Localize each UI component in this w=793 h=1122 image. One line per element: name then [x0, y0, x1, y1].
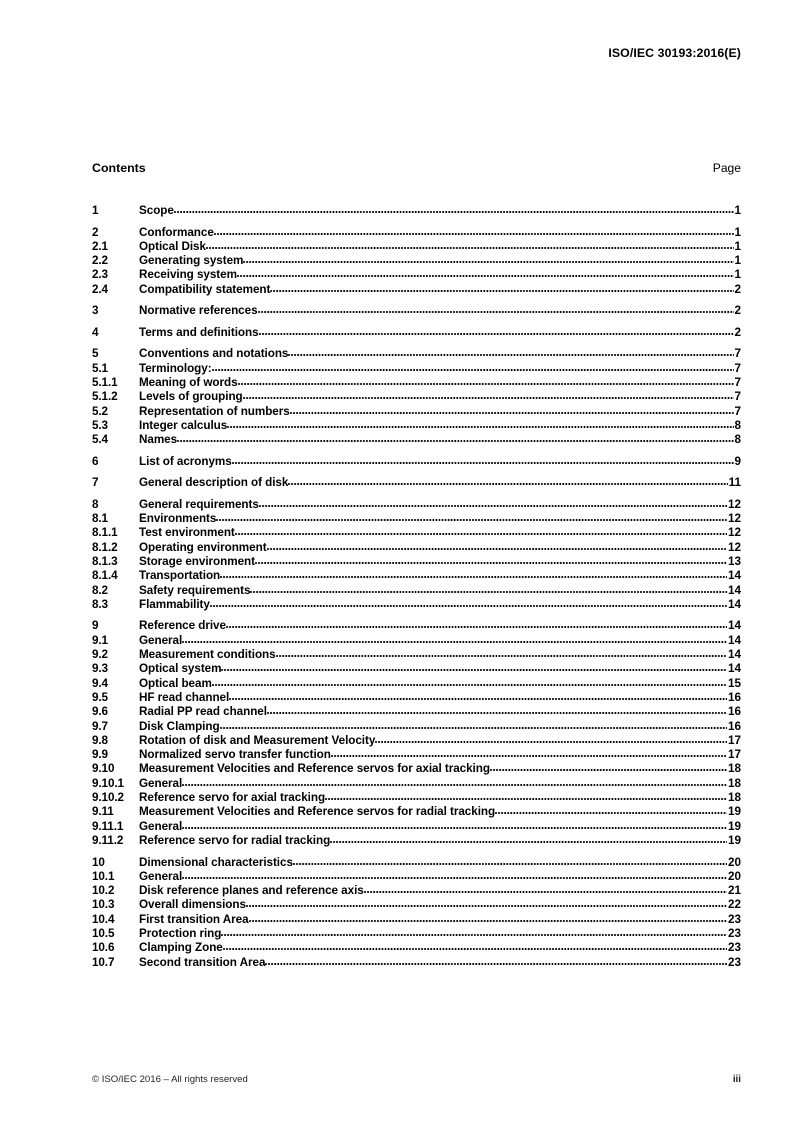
toc-dot-leader: [325, 790, 727, 801]
toc-dot-leader: [276, 647, 728, 658]
toc-entry-number: 2.1: [92, 239, 108, 253]
toc-entry[interactable]: [92, 647, 741, 661]
toc-entry-page-number: 12: [727, 526, 741, 540]
toc-entry-number: 5: [92, 347, 99, 361]
toc-entry-number: 5.1: [92, 361, 108, 375]
page-folio: iii: [732, 1074, 741, 1085]
toc-entry[interactable]: [92, 454, 741, 468]
toc-entry[interactable]: [92, 618, 741, 632]
toc-entry[interactable]: [92, 389, 741, 403]
toc-entry-number: 9.2: [92, 647, 108, 661]
toc-entry-page-number: 23: [727, 912, 741, 926]
toc-entry-number: 10.4: [92, 912, 115, 926]
toc-entry-number: 9.11: [92, 805, 114, 819]
toc-entry-title: Optical system: [139, 662, 222, 676]
toc-entry-page-number: 14: [727, 569, 741, 583]
toc-entry-number: 9.7: [92, 719, 108, 733]
toc-dot-leader: [267, 704, 728, 715]
toc-entry[interactable]: [92, 568, 741, 582]
toc-entry-number: 8.1: [92, 511, 108, 525]
toc-entry[interactable]: [92, 267, 741, 281]
toc-entry-title: First transition Area: [139, 912, 249, 926]
toc-entry-page-number: 2: [734, 325, 741, 339]
toc-entry-page-number: 1: [734, 225, 741, 239]
toc-entry-page-number: 14: [727, 619, 741, 633]
toc-dot-leader: [174, 203, 734, 214]
toc-entry-title: Receiving system: [139, 268, 237, 282]
toc-dot-leader: [212, 361, 734, 372]
toc-entry[interactable]: [92, 282, 741, 296]
toc-entry-page-number: 12: [727, 540, 741, 554]
toc-entry-number: 9.4: [92, 676, 108, 690]
toc-dot-leader: [177, 432, 734, 443]
toc-entry-page-number: 13: [727, 554, 741, 568]
toc-entry-number: 9.11.2: [92, 834, 124, 847]
toc-entry-title: Compatibility statement: [139, 282, 271, 296]
toc-dot-leader: [331, 747, 728, 758]
toc-entry[interactable]: [92, 704, 741, 718]
toc-entry-title: Protection ring: [139, 927, 222, 941]
toc-entry-title: Reference servo for radial tracking: [139, 834, 331, 847]
toc-entry-title: General: [139, 633, 183, 647]
toc-dot-leader: [375, 733, 727, 744]
toc-entry-title: Rotation of disk and Measurement Velocity: [139, 733, 376, 747]
toc-dot-leader: [232, 454, 734, 465]
toc-dot-leader: [258, 303, 734, 314]
toc-entry-number: 3: [92, 304, 99, 318]
contents-heading: Contents: [92, 161, 146, 175]
toc-entry[interactable]: [92, 912, 741, 926]
toc-entry-title: Levels of grouping: [139, 390, 243, 404]
toc-entry[interactable]: [92, 761, 741, 775]
toc-entry-title: Test environment: [139, 526, 235, 540]
toc-entry[interactable]: [92, 833, 741, 847]
toc-entry[interactable]: [92, 819, 741, 833]
toc-entry-number: 9.3: [92, 662, 108, 676]
toc-entry-page-number: 21: [727, 884, 741, 898]
toc-entry-page-number: 7: [734, 390, 741, 404]
toc-entry-title: Conformance: [139, 225, 214, 239]
toc-entry[interactable]: [92, 225, 741, 239]
toc-entry-number: 2.3: [92, 268, 108, 282]
toc-entry-number: 8.1.3: [92, 554, 118, 568]
toc-dot-leader: [250, 583, 727, 594]
toc-dot-leader: [330, 833, 727, 844]
toc-dot-leader: [221, 926, 727, 937]
toc-entry[interactable]: [92, 883, 741, 897]
toc-entry-title: List of acronyms: [139, 454, 232, 468]
toc-dot-leader: [214, 225, 734, 236]
toc-dot-leader: [220, 568, 727, 579]
toc-entry-page-number: 7: [734, 361, 741, 375]
toc-entry-page-number: 9: [734, 454, 741, 468]
toc-entry[interactable]: [92, 733, 741, 747]
toc-entry[interactable]: [92, 253, 741, 267]
toc-dot-leader: [293, 855, 728, 866]
toc-entry-title: Disk Clamping: [139, 719, 220, 733]
toc-entry-title: Dimensional characteristics: [139, 855, 293, 869]
document-header-standard-ref: ISO/IEC 30193:2016(E): [608, 46, 741, 60]
toc-entry-title: General: [139, 869, 183, 883]
toc-entry-page-number: 7: [734, 404, 741, 418]
toc-entry-page-number: 23: [727, 955, 741, 969]
toc-entry[interactable]: [92, 432, 741, 446]
toc-entry-title: Transportation: [139, 569, 221, 583]
toc-entry-page-number: 7: [734, 375, 741, 389]
toc-entry-number: 10.5: [92, 927, 115, 941]
toc-entry[interactable]: [92, 497, 741, 511]
toc-dot-leader: [216, 511, 727, 522]
toc-entry[interactable]: [92, 926, 741, 940]
toc-entry-title: Overall dimensions: [139, 898, 246, 912]
toc-dot-leader: [288, 346, 734, 357]
toc-entry[interactable]: [92, 525, 741, 539]
toc-entry[interactable]: [92, 869, 741, 883]
table-of-contents: [92, 203, 741, 969]
toc-entry-number: 8: [92, 497, 99, 511]
toc-entry[interactable]: [92, 676, 741, 690]
toc-entry-page-number: 11: [728, 476, 741, 490]
toc-dot-leader: [495, 804, 727, 815]
toc-entry-number: 8.3: [92, 597, 108, 611]
toc-entry-page-number: 23: [727, 927, 741, 941]
toc-entry-number: 9.9: [92, 748, 108, 762]
toc-entry-title: Safety requirements: [139, 583, 251, 597]
toc-entry[interactable]: [92, 404, 741, 418]
toc-entry-title: Clamping Zone: [139, 941, 223, 955]
toc-dot-leader: [212, 676, 728, 687]
toc-dot-leader: [364, 883, 728, 894]
toc-entry-number: 9.5: [92, 690, 108, 704]
toc-entry-page-number: 14: [727, 597, 741, 611]
toc-entry-title: Flammability: [139, 597, 210, 611]
toc-entry-page-number: 12: [727, 497, 741, 511]
toc-entry-title: Reference drive: [139, 619, 226, 633]
toc-entry-title: Measurement conditions: [139, 647, 276, 661]
toc-entry[interactable]: [92, 583, 741, 597]
toc-entry-page-number: 14: [727, 647, 741, 661]
toc-entry-number: 9.10: [92, 762, 115, 776]
toc-entry-title: Storage environment: [139, 554, 255, 568]
toc-entry[interactable]: [92, 540, 741, 554]
toc-dot-leader: [229, 690, 727, 701]
toc-dot-leader: [490, 761, 728, 772]
toc-dot-leader: [259, 325, 734, 336]
page-column-heading: Page: [712, 161, 741, 175]
toc-entry[interactable]: [92, 203, 741, 217]
toc-entry[interactable]: [92, 661, 741, 675]
toc-entry-number: 5.3: [92, 418, 108, 432]
toc-entry-number: 10.3: [92, 898, 115, 912]
toc-entry[interactable]: [92, 747, 741, 761]
toc-entry-title: General description of disk: [139, 476, 289, 490]
toc-dot-leader: [243, 389, 734, 400]
toc-entry[interactable]: [92, 804, 741, 818]
toc-entry[interactable]: [92, 597, 741, 611]
toc-entry-title: HF read channel: [139, 690, 230, 704]
toc-entry-page-number: 17: [727, 733, 741, 747]
document-footer: [92, 1074, 741, 1090]
toc-dot-leader: [270, 282, 734, 293]
toc-dot-leader: [210, 597, 728, 608]
toc-entry-title: Conventions and notations: [139, 347, 289, 361]
toc-entry-number: 2.4: [92, 282, 108, 296]
toc-entry-title: Normative references: [139, 304, 258, 318]
toc-entry-number: 2: [92, 225, 99, 239]
toc-entry-number: 5.2: [92, 404, 108, 418]
toc-dot-leader: [206, 239, 734, 250]
toc-entry-title: Normalized servo transfer function: [139, 748, 331, 762]
toc-entry-title: Disk reference planes and reference axis: [139, 884, 364, 898]
toc-entry-number: 9.10.1: [92, 776, 124, 790]
toc-entry-page-number: 19: [727, 819, 741, 833]
toc-entry-page-number: 8: [734, 418, 741, 432]
toc-dot-leader: [227, 418, 734, 429]
toc-entry-page-number: 16: [727, 719, 741, 733]
toc-entry-title: Generating system: [139, 254, 244, 268]
toc-entry[interactable]: [92, 511, 741, 525]
toc-entry-title: Names: [139, 433, 178, 447]
toc-entry-number: 7: [92, 476, 99, 490]
toc-entry[interactable]: [92, 346, 741, 360]
toc-entry[interactable]: [92, 855, 741, 869]
toc-entry-number: 8.1.1: [92, 526, 118, 540]
toc-entry-page-number: 16: [727, 690, 741, 704]
toc-entry[interactable]: [92, 955, 741, 969]
toc-entry-number: 10.2: [92, 884, 115, 898]
toc-entry-page-number: 18: [727, 776, 741, 790]
toc-entry-page-number: 20: [727, 855, 741, 869]
toc-entry-number: 9.8: [92, 733, 108, 747]
toc-entry[interactable]: [92, 897, 741, 911]
toc-entry-number: 10.1: [92, 869, 115, 883]
toc-entry-title: Reference servo for axial tracking: [139, 791, 326, 805]
toc-entry[interactable]: [92, 690, 741, 704]
toc-entry-title: Measurement Velocities and Reference servos for axial tracking: [139, 762, 490, 776]
toc-entry-page-number: 14: [727, 583, 741, 597]
toc-entry[interactable]: [92, 633, 741, 647]
toc-entry-number: 5.4: [92, 433, 108, 447]
toc-entry-title: Representation of numbers: [139, 404, 290, 418]
toc-entry-page-number: 23: [727, 941, 741, 955]
toc-entry[interactable]: [92, 790, 741, 804]
toc-entry-title: General requirements: [139, 497, 259, 511]
toc-entry-page-number: 19: [727, 834, 741, 847]
toc-dot-leader: [182, 776, 727, 787]
toc-entry-number: 1: [92, 204, 99, 217]
toc-dot-leader: [220, 719, 728, 730]
toc-dot-leader: [259, 497, 728, 508]
toc-entry-number: 5.1.1: [92, 375, 118, 389]
toc-entry-title: Terms and definitions: [139, 325, 259, 339]
toc-entry-title: Meaning of words: [139, 375, 238, 389]
toc-entry-title: Measurement Velocities and Reference servos for radial tracking: [139, 805, 496, 819]
toc-entry[interactable]: [92, 940, 741, 954]
toc-dot-leader: [246, 897, 728, 908]
toc-header-row: [92, 161, 741, 177]
toc-entry-page-number: 1: [734, 204, 741, 217]
toc-entry-title: Second transition Area: [139, 955, 266, 969]
toc-entry-page-number: 1: [734, 268, 741, 282]
toc-entry-title: Operating environment: [139, 540, 267, 554]
toc-dot-leader: [255, 554, 728, 565]
toc-entry-title: General: [139, 819, 183, 833]
toc-dot-leader: [223, 940, 728, 951]
toc-entry[interactable]: [92, 719, 741, 733]
toc-entry-number: 9.10.2: [92, 791, 124, 805]
toc-entry-title: Scope: [139, 204, 174, 217]
toc-entry-title: Terminology:: [139, 361, 212, 375]
toc-entry-number: 8.1.4: [92, 569, 118, 583]
toc-entry-title: General: [139, 776, 183, 790]
copyright-notice: © ISO/IEC 2016 – All rights reserved: [92, 1074, 248, 1085]
toc-dot-leader: [267, 540, 728, 551]
toc-dot-leader: [290, 404, 734, 415]
toc-entry-number: 9: [92, 619, 99, 633]
toc-entry-page-number: 8: [734, 433, 741, 447]
toc-entry[interactable]: [92, 475, 741, 489]
toc-entry-number: 10: [92, 855, 105, 869]
toc-entry-title: Environments: [139, 511, 217, 525]
toc-entry-number: 10.7: [92, 955, 115, 969]
toc-entry-title: Optical beam: [139, 676, 212, 690]
toc-entry[interactable]: [92, 554, 741, 568]
toc-entry-page-number: 22: [727, 898, 741, 912]
toc-entry-number: 10.6: [92, 941, 115, 955]
toc-dot-leader: [238, 375, 734, 386]
toc-dot-leader: [182, 869, 727, 880]
toc-entry-page-number: 16: [727, 705, 741, 719]
toc-entry-page-number: 18: [727, 762, 741, 776]
toc-dot-leader: [249, 912, 728, 923]
toc-entry-page-number: 1: [734, 254, 741, 268]
toc-entry[interactable]: [92, 418, 741, 432]
toc-entry-title: Optical Disk: [139, 239, 206, 253]
toc-entry[interactable]: [92, 361, 741, 375]
toc-entry[interactable]: [92, 303, 741, 317]
toc-entry[interactable]: [92, 325, 741, 339]
toc-dot-leader: [182, 633, 727, 644]
toc-entry-number: 4: [92, 325, 99, 339]
toc-entry-page-number: 12: [727, 511, 741, 525]
toc-dot-leader: [288, 475, 728, 486]
toc-entry-number: 6: [92, 454, 99, 468]
toc-entry-number: 8.1.2: [92, 540, 118, 554]
toc-entry-page-number: 14: [727, 662, 741, 676]
toc-entry-number: 5.1.2: [92, 390, 118, 404]
toc-entry[interactable]: [92, 776, 741, 790]
toc-dot-leader: [226, 618, 728, 629]
toc-dot-leader: [243, 253, 734, 264]
toc-entry-page-number: 20: [727, 869, 741, 883]
toc-entry-number: 9.11.1: [92, 819, 124, 833]
toc-entry-page-number: 14: [727, 633, 741, 647]
toc-dot-leader: [182, 819, 727, 830]
toc-entry-page-number: 1: [734, 239, 741, 253]
toc-dot-leader: [221, 661, 727, 672]
toc-entry-page-number: 17: [727, 748, 741, 762]
toc-dot-leader: [235, 525, 728, 536]
toc-entry-page-number: 7: [734, 347, 741, 361]
toc-entry-number: 9.1: [92, 633, 108, 647]
toc-entry-page-number: 19: [727, 805, 741, 819]
toc-entry-number: 2.2: [92, 254, 108, 268]
toc-entry[interactable]: [92, 239, 741, 253]
toc-entry-number: 9.6: [92, 705, 108, 719]
toc-entry-number: 8.2: [92, 583, 108, 597]
toc-entry-page-number: 18: [727, 791, 741, 805]
toc-dot-leader: [265, 955, 727, 966]
toc-entry-page-number: 2: [734, 282, 741, 296]
toc-dot-leader: [237, 267, 734, 278]
toc-entry[interactable]: [92, 375, 741, 389]
toc-entry-page-number: 2: [734, 304, 741, 318]
toc-entry-page-number: 15: [727, 676, 741, 690]
toc-entry-title: Integer calculus: [139, 418, 228, 432]
toc-entry-title: Radial PP read channel: [139, 705, 267, 719]
